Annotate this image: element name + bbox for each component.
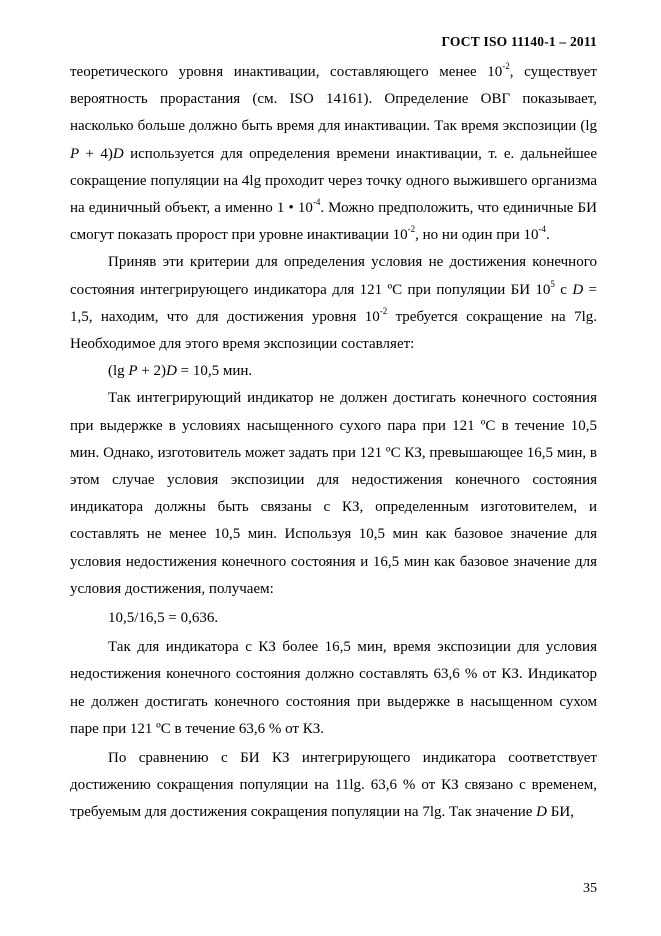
text-run: = 1,5, находим, что для достижения уровня 10	[70, 281, 597, 325]
document-body	[70, 59, 597, 827]
italic-variable: P	[128, 363, 138, 380]
paragraph-4	[70, 634, 597, 743]
text-run: .	[546, 227, 550, 244]
text-run: . Можно предположить, что единичные БИ смогут показать пророст при уровне инактивации 10	[70, 200, 597, 244]
text-run: используется для определения времени инактивации, т. е. дальнейшее сокращение популяции на 4lg проходит через точку одного выжившего организма на единичный объект, а именно 1 • 10	[70, 145, 597, 217]
superscript: -2	[407, 224, 416, 235]
italic-variable: D	[572, 281, 584, 298]
paragraph-2	[70, 249, 597, 358]
text-run: + 4)	[79, 145, 113, 162]
superscript: 5	[550, 278, 555, 289]
page-number: 35	[583, 881, 597, 896]
superscript: -2	[502, 61, 510, 71]
text-run: с	[554, 281, 573, 298]
text-run: + 2)	[137, 363, 167, 380]
paragraph-1	[70, 59, 597, 249]
superscript: -4	[538, 224, 547, 235]
superscript: -2	[379, 305, 388, 316]
paragraph-formula-1	[70, 358, 597, 385]
text-run: БИ,	[547, 804, 574, 821]
italic-variable: D	[166, 363, 177, 380]
text-run: теоретического уровня инактивации, составляющего менее 10	[70, 64, 503, 80]
italic-variable: D	[536, 804, 548, 821]
paragraph-3	[70, 385, 597, 603]
text-run: , существует вероятность прорастания (см. ISO 14161). Определение ОВГ показывает, насколько больше должно быть время для инактивации. Так время экспозиции (lg	[70, 64, 597, 135]
paragraph-formula-2	[70, 605, 597, 632]
italic-variable: D	[112, 145, 124, 162]
text-run: (lg	[108, 363, 129, 380]
text-run: требуется сокращение на 7lg. Необходимое для этого время экспозиции составляет:	[70, 308, 597, 353]
text-run: Так для индикатора с КЗ более 16,5 мин, время экспозиции для условия недостижения конечного состояния должно составлять 63,6 % от КЗ. Индикатор не должен достигать конечного состояния при выдержке в насыщенном сухом паре при 121 ºС в течение 63,6 % от КЗ.	[70, 639, 597, 737]
italic-variable: P	[70, 145, 80, 162]
superscript: -4	[312, 197, 321, 208]
text-run: Приняв эти критерии для определения условия не достижения конечного состояния интегрирующего индикатора для 121 ºС при популяции БИ 10	[70, 254, 597, 298]
text-run: 10,5/16,5 = 0,636.	[108, 610, 219, 627]
text-run: Так интегрирующий индикатор не должен достигать конечного состояния при выдержке в условиях насыщенного сухого пара при 121 ºС в течение 10,5 мин. Однако, изготовитель может задать при 121 ºС КЗ, превышающее 16,5 мин, в этом случае условия экспозиции для недостижения конечного состояния индикатора должны быть связаны с КЗ, определенным изготовителем, и составлять не менее 10,5 мин. Используя 10,5 мин как базовое значение для условия недостижения конечного состояния и 16,5 мин как базовое значение для условия достижения, получаем:	[70, 390, 597, 597]
text-run: = 10,5 мин.	[176, 363, 253, 380]
text-run: , но ни один при 10	[415, 227, 539, 244]
text-run: По сравнению с БИ КЗ интегрирующего индикатора соответствует достижению сокращения популяции на 11lg. 63,6 % от КЗ связано с временем, требуемым для достижения сокращения популяции на 7lg. Так значение	[70, 750, 597, 821]
paragraph-5	[70, 745, 597, 827]
document-header: ГОСТ ISO 11140-1 – 2011	[441, 34, 597, 49]
